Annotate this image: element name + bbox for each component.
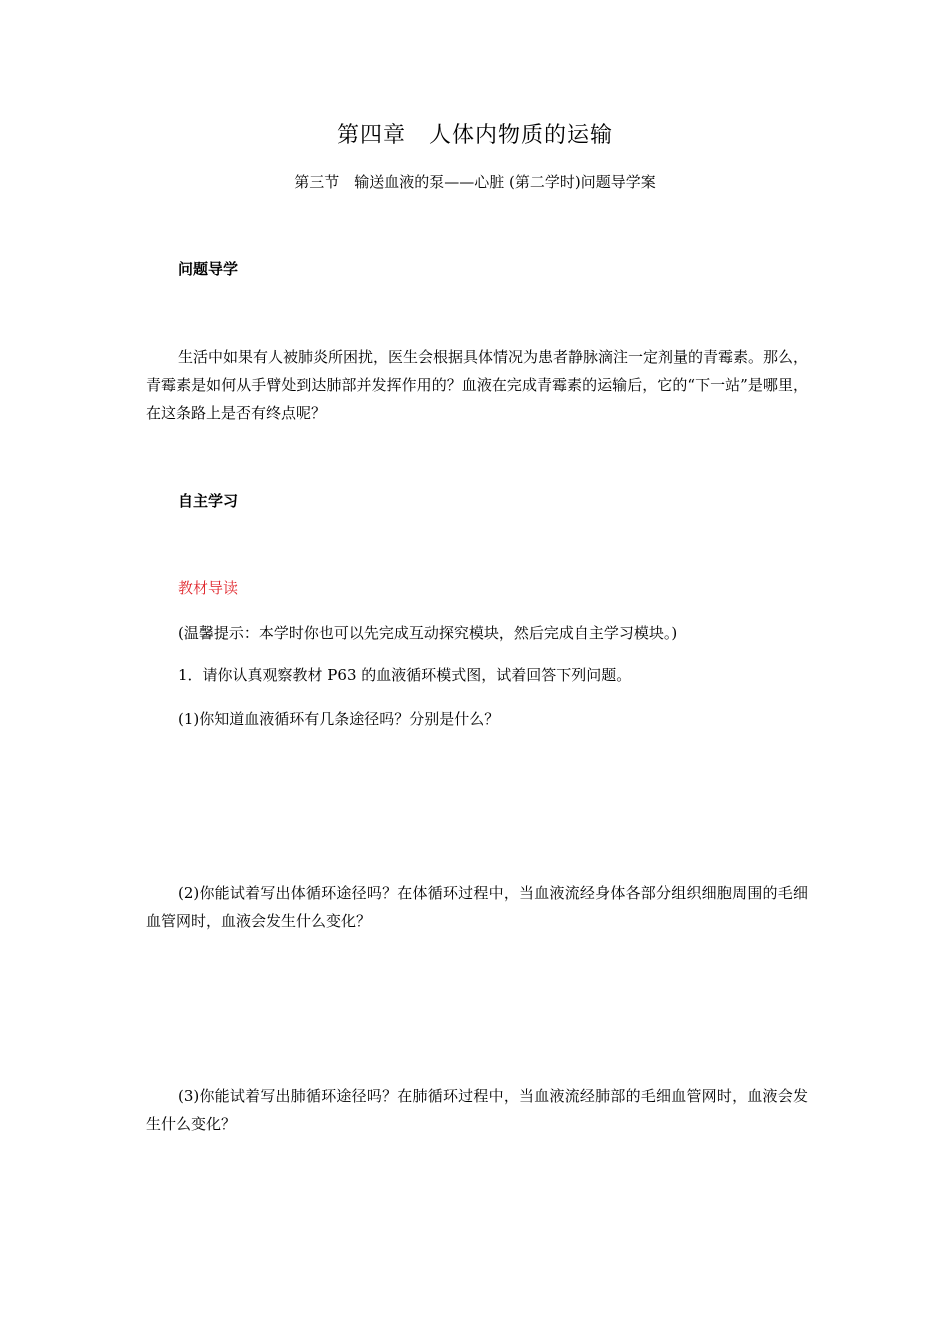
chapter-title: 第四章 人体内物质的运输 [336,123,613,148]
tip-text: (温馨提示：本学时你也可以先完成互动探究模块，然后完成自主学习模块。) [178,624,678,642]
question-1-1: (1)你知道血液循环有几条途径吗？分别是什么？ [178,710,500,728]
question-1: 1．请你认真观察教材 P63 的血液循环模式图，试着回答下列问题。 [178,666,632,684]
question-1-3: (3)你能试着写出肺循环途径吗？在肺循环过程中，当血液流经肺部的毛细血管网时，血液会发生什么变化？ [146,1087,808,1133]
intro-paragraph: 生活中如果有人被肺炎所困扰，医生会根据具体情况为患者静脉滴注一定剂量的青霉素。那么，青霉素是如何从手臂处到达肺部并发挥作用的？血液在完成青霉素的运输后，它的“下一站”是哪里，在这条路上是否有终点呢？ [146,348,809,422]
heading-self-study: 自主学习 [178,492,239,510]
question-1-2: (2)你能试着写出体循环途径吗？在体循环过程中，当血液流经身体各部分组织细胞周围的毛细血管网时，血液会发生什么变化？ [146,884,808,930]
section-title: 第三节 输送血液的泵——心脏 (第二学时)问题导学案 [294,173,656,191]
textbook-guide-label: 教材导读 [178,579,239,597]
heading-problem-guide: 问题导学 [178,260,239,278]
